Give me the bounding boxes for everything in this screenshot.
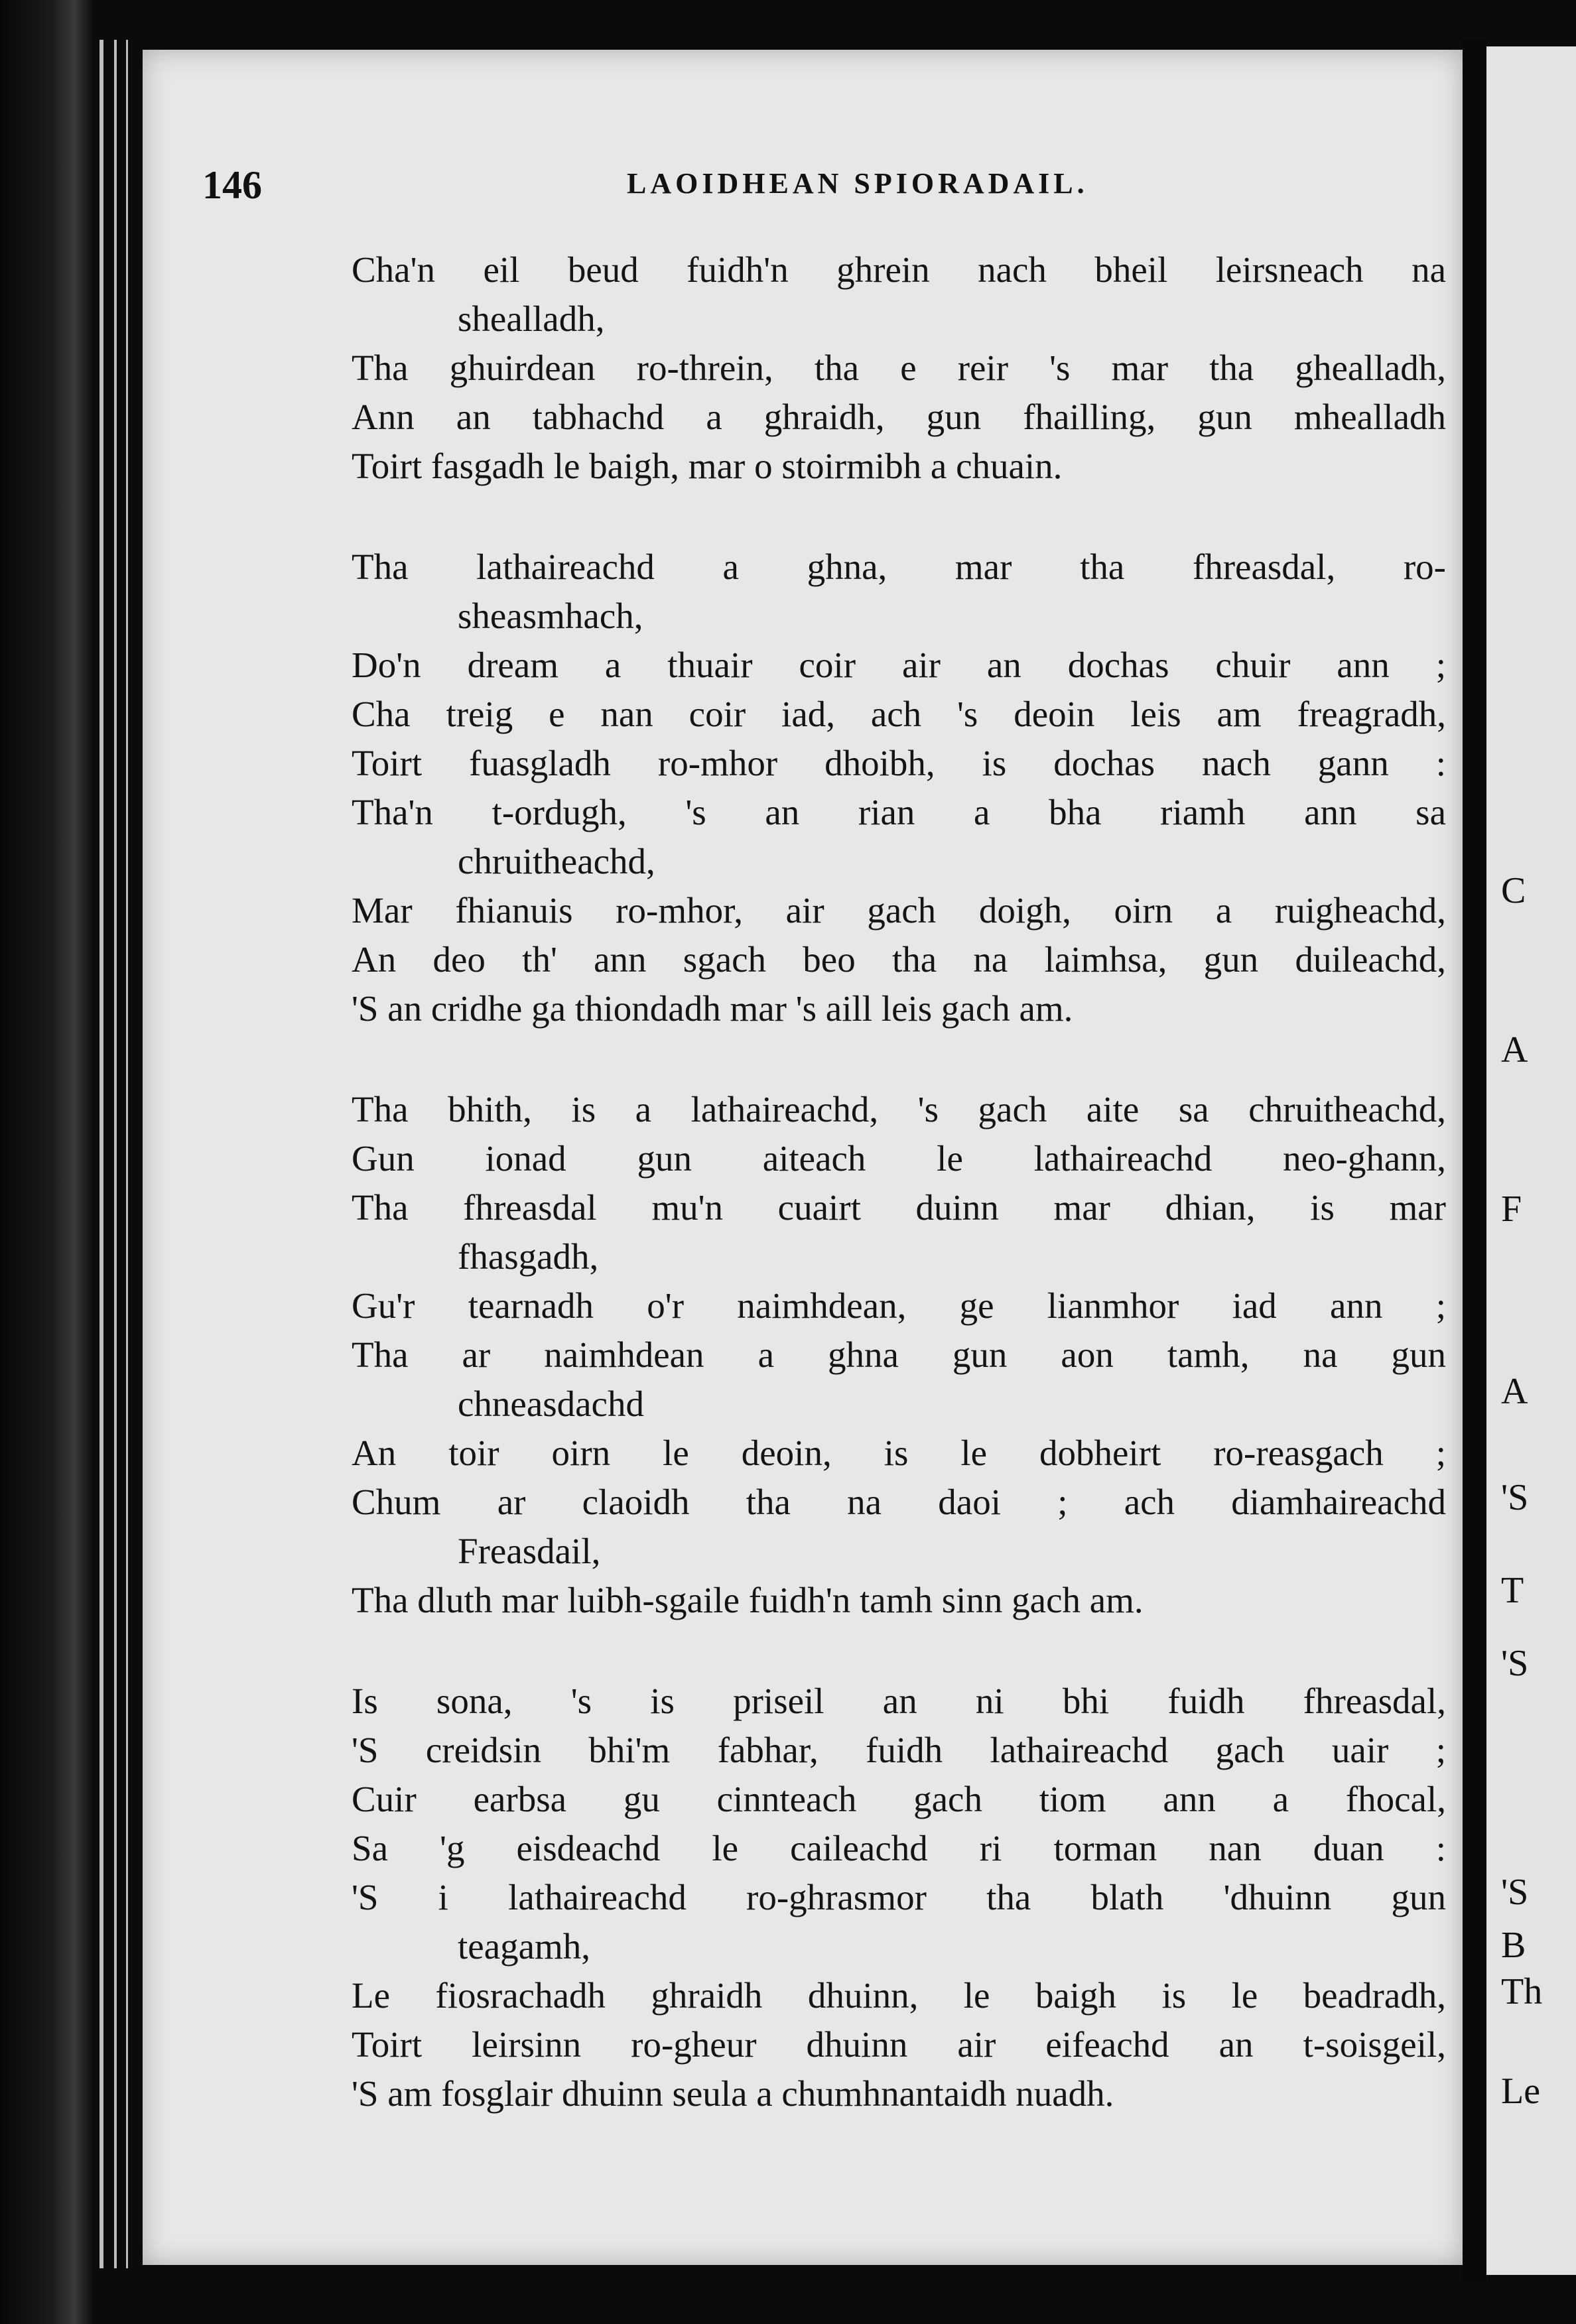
verse-line: Chum ar claoidh tha na daoi ; ach diamhaireachd: [352, 1482, 1446, 1522]
verse-line: Do'n dream a thuair coir air an dochas chuir ann ;: [352, 645, 1446, 685]
adjacent-page-fragment: Le: [1501, 2071, 1541, 2112]
adjacent-page-fragment: 'S: [1501, 1872, 1529, 1913]
verse-line-continuation: fhasgadh,: [458, 1236, 599, 1277]
adjacent-page-fragment: F: [1501, 1189, 1522, 1230]
adjacent-page-fragment: B: [1501, 1925, 1526, 1966]
verse-line: Cuir earbsa gu cinnteach gach tiom ann a fhocal,: [352, 1779, 1446, 1819]
page-gutter: [1463, 40, 1486, 2282]
adjacent-page-fragment: T: [1501, 1570, 1524, 1611]
verse-line: Toirt leirsinn ro-gheur dhuinn air eifeachd an t-soisgeil,: [352, 2024, 1446, 2065]
verse-line: 'S creidsin bhi'm fabhar, fuidh lathaireachd gach uair ;: [352, 1730, 1446, 1770]
adjacent-page-fragment: 'S: [1501, 1643, 1529, 1684]
verse-line: An deo th' ann sgach beo tha na laimhsa, gun duileachd,: [352, 939, 1446, 980]
page-number: 146: [202, 163, 262, 207]
page-header: [202, 162, 1383, 216]
adjacent-page-fragment: Th: [1501, 1971, 1543, 2012]
adjacent-page-fragment: C: [1501, 870, 1526, 911]
page-edge-line: [99, 40, 103, 2268]
verse-line-continuation: shealladh,: [458, 298, 605, 339]
verse-line: Toirt fuasgladh ro-mhor dhoibh, is dochas nach gann :: [352, 743, 1446, 783]
adjacent-page-fragment: A: [1501, 1029, 1528, 1070]
verse-line: Tha lathaireachd a ghna, mar tha fhreasdal, ro-: [352, 547, 1446, 587]
verse-line: Sa 'g eisdeachd le caileachd ri torman nan duan :: [352, 1828, 1446, 1868]
verse-line: 'S am fosglair dhuinn seula a chumhnantaidh nuadh.: [352, 2073, 1114, 2114]
verse-line: Gun ionad gun aiteach le lathaireachd neo-ghann,: [352, 1138, 1446, 1179]
verse-line: 'S i lathaireachd ro-ghrasmor tha blath 'dhuinn gun: [352, 1877, 1446, 1917]
verse-line: Le fiosrachadh ghraidh dhuinn, le baigh is le beadradh,: [352, 1975, 1446, 2016]
verse-line-continuation: Freasdail,: [458, 1531, 601, 1571]
page-edge-line: [114, 40, 117, 2268]
stanza: [352, 1677, 1446, 2118]
adjacent-page-strip: [1486, 46, 1576, 2275]
adjacent-page-fragment: A: [1501, 1371, 1528, 1412]
verse-line: Is sona, 's is priseil an ni bhi fuidh fhreasdal,: [352, 1681, 1446, 1721]
verse-line-continuation: sheasmhach,: [458, 596, 643, 636]
verse-line: Mar fhianuis ro-mhor, air gach doigh, oirn a ruigheachd,: [352, 890, 1446, 931]
verse-line-continuation: chruitheachd,: [458, 841, 655, 881]
binding-edge: [0, 0, 93, 2324]
stanza: [352, 245, 1446, 491]
verse-line: 'S an cridhe ga thiondadh mar 's aill leis gach am.: [352, 988, 1073, 1029]
verse-line: Ann an tabhachd a ghraidh, gun fhailling, gun mhealladh: [352, 397, 1446, 437]
stanza: [352, 543, 1446, 1033]
verse-line-continuation: chneasdachd: [458, 1384, 644, 1424]
running-title: LAOIDHEAN SPIORADAIL.: [627, 167, 1088, 200]
poem-body: [352, 245, 1446, 2170]
verse-line: Cha treig e nan coir iad, ach 's deoin leis am freagradh,: [352, 694, 1446, 734]
verse-line: Tha'n t-ordugh, 's an rian a bha riamh ann sa: [352, 792, 1446, 832]
verse-line: Tha bhith, is a lathaireachd, 's gach aite sa chruitheachd,: [352, 1089, 1446, 1130]
verse-line: Tha fhreasdal mu'n cuairt duinn mar dhian, is mar: [352, 1187, 1446, 1228]
page-edge-line: [126, 40, 128, 2268]
verse-line: Cha'n eil beud fuidh'n ghrein nach bheil leirsneach na: [352, 249, 1446, 290]
verse-line: An toir oirn le deoin, is le dobheirt ro-reasgach ;: [352, 1433, 1446, 1473]
verse-line: Tha ghuirdean ro-threin, tha e reir 's mar tha ghealladh,: [352, 348, 1446, 388]
verse-line: Gu'r tearnadh o'r naimhdean, ge lianmhor iad ann ;: [352, 1285, 1446, 1326]
adjacent-page-fragment: 'S: [1501, 1477, 1529, 1518]
verse-line: Toirt fasgadh le baigh, mar o stoirmibh a chuain.: [352, 446, 1063, 486]
stanza: [352, 1085, 1446, 1625]
verse-line: Tha ar naimhdean a ghna gun aon tamh, na gun: [352, 1334, 1446, 1375]
verse-line: Tha dluth mar luibh-sgaile fuidh'n tamh sinn gach am.: [352, 1580, 1144, 1620]
verse-line-continuation: teagamh,: [458, 1926, 591, 1967]
